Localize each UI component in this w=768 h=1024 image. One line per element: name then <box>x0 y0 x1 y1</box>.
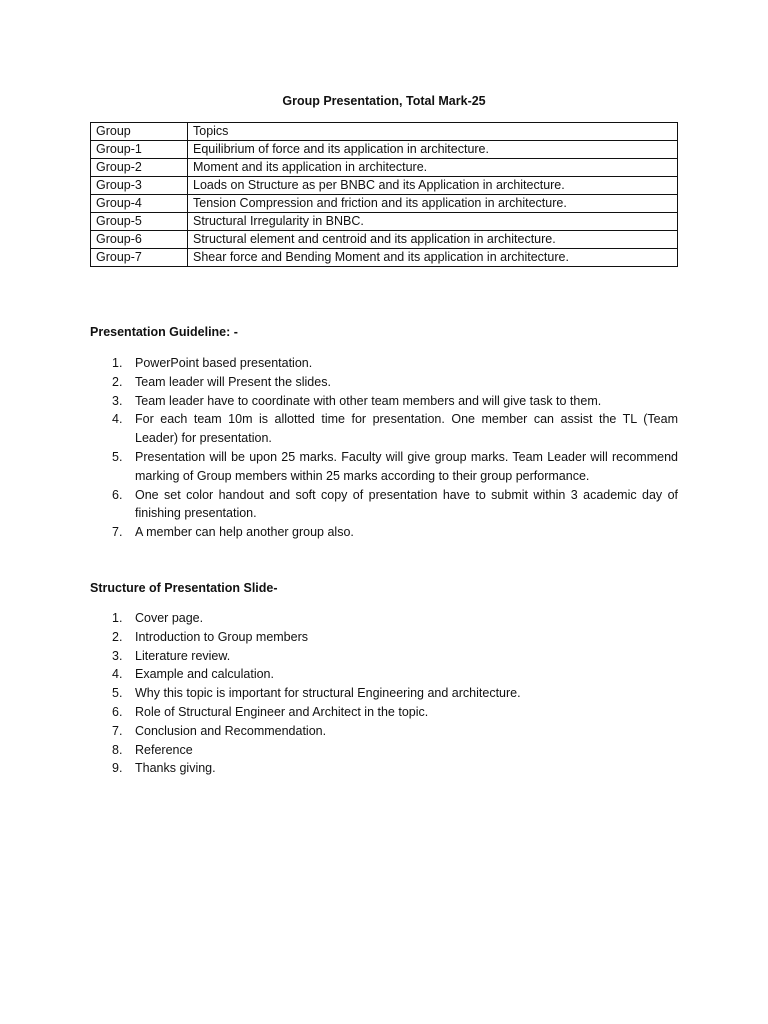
topic-cell: Structural Irregularity in BNBC. <box>188 213 678 231</box>
list-text: Why this topic is important for structural Engineering and architecture. <box>135 686 521 701</box>
group-cell: Group-7 <box>91 249 188 267</box>
list-number: 9. <box>112 761 123 776</box>
list-text: Team leader have to coordinate with other team members and will give task to them. <box>135 393 602 408</box>
table-row <box>91 141 678 159</box>
list-item <box>90 684 678 703</box>
group-cell: Group-4 <box>91 195 188 213</box>
table-row <box>91 177 678 195</box>
list-text: Reference <box>135 742 193 757</box>
list-text: Role of Structural Engineer and Architect in the topic. <box>135 704 429 719</box>
group-cell: Group-5 <box>91 213 188 231</box>
list-item <box>90 448 678 486</box>
topic-cell: Structural element and centroid and its application in architecture. <box>188 231 678 249</box>
topic-cell: Loads on Structure as per BNBC and its Application in architecture. <box>188 177 678 195</box>
table-row <box>91 249 678 267</box>
list-text: Cover page. <box>135 611 204 625</box>
guideline-list <box>90 354 678 542</box>
list-item <box>90 354 678 373</box>
topic-cell: Tension Compression and friction and its application in architecture. <box>188 195 678 213</box>
list-number: 1. <box>112 611 123 625</box>
list-item <box>90 759 678 778</box>
list-number: 7. <box>112 723 123 738</box>
list-item <box>90 628 678 647</box>
list-text: PowerPoint based presentation. <box>135 356 313 370</box>
table-row <box>91 159 678 177</box>
list-text: Thanks giving. <box>135 761 216 776</box>
header-cell-topics: Topics <box>188 123 678 141</box>
table-row <box>91 195 678 213</box>
topic-cell: Equilibrium of force and its application in architecture. <box>188 141 678 159</box>
list-text: Example and calculation. <box>135 667 274 682</box>
group-topics-table <box>90 122 678 267</box>
group-cell: Group-1 <box>91 141 188 159</box>
list-item <box>90 703 678 722</box>
list-item <box>90 486 678 524</box>
list-number: 6. <box>112 704 123 719</box>
topic-cell: Moment and its application in architecture. <box>188 159 678 177</box>
list-item <box>90 410 678 448</box>
guideline-heading: Presentation Guideline: - <box>90 325 238 339</box>
list-item <box>90 373 678 392</box>
list-item <box>90 665 678 684</box>
list-number: 5. <box>112 686 123 701</box>
list-text: Introduction to Group members <box>135 629 308 644</box>
list-number: 3. <box>112 393 123 408</box>
list-text: A member can help another group also. <box>135 525 354 540</box>
list-number: 2. <box>112 629 123 644</box>
list-item <box>90 609 678 628</box>
group-cell: Group-2 <box>91 159 188 177</box>
list-text: Team leader will Present the slides. <box>135 374 331 389</box>
list-item <box>90 741 678 760</box>
list-item <box>90 523 678 542</box>
topic-cell: Shear force and Bending Moment and its application in architecture. <box>188 249 678 267</box>
table-header-row <box>91 123 678 141</box>
list-text: For each team 10m is allotted time for presentation. One member can assist the TL (Team Leader) for presentation. <box>135 412 678 446</box>
list-item <box>90 392 678 411</box>
page-title: Group Presentation, Total Mark-25 <box>282 94 486 108</box>
structure-list <box>90 609 678 778</box>
list-number: 4. <box>112 667 123 682</box>
list-text: Conclusion and Recommendation. <box>135 723 327 738</box>
list-item <box>90 722 678 741</box>
structure-heading: Structure of Presentation Slide- <box>90 581 278 595</box>
list-number: 2. <box>112 374 123 389</box>
list-number: 6. <box>112 487 123 502</box>
list-number: 8. <box>112 742 123 757</box>
table-row <box>91 231 678 249</box>
group-cell: Group-3 <box>91 177 188 195</box>
group-cell: Group-6 <box>91 231 188 249</box>
header-cell-group: Group <box>91 123 188 141</box>
list-number: 4. <box>112 412 123 427</box>
list-number: 5. <box>112 449 123 464</box>
list-text: Presentation will be upon 25 marks. Faculty will give group marks. Team Leader will recommend marking of Group members within 25 marks according to their group performance. <box>135 449 678 483</box>
list-text: Literature review. <box>135 648 231 663</box>
list-number: 3. <box>112 648 123 663</box>
list-item <box>90 647 678 666</box>
list-number: 7. <box>112 525 123 540</box>
list-text: One set color handout and soft copy of presentation have to submit within 3 academic day of finishing presentation. <box>135 487 678 521</box>
list-number: 1. <box>112 356 123 370</box>
table-row <box>91 213 678 231</box>
